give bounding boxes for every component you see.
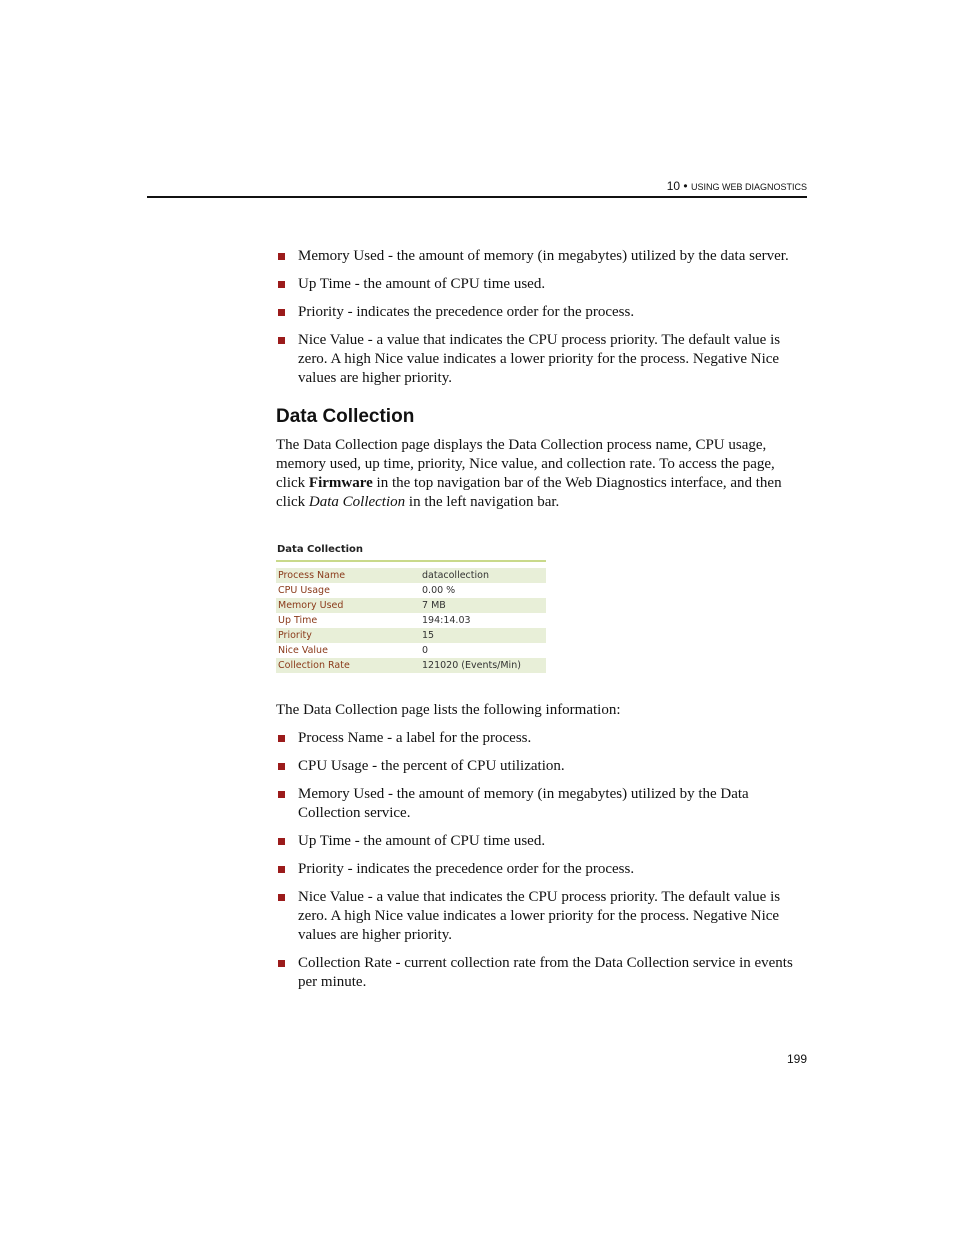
square-bullet-icon <box>278 253 285 260</box>
intro-paragraph: The Data Collection page displays the Data Collection process name, CPU usage, memory used, up time, priority, Nice value, and collection rate. To access the page, click Firmware in the top navigation bar of the Web Diagnostics interface, and then click Data Collection in the left navigation bar. <box>276 437 782 510</box>
list-item: Nice Value - a value that indicates the CPU process priority. The default value is zero. A high Nice value indicates a lower priority for the process. Negative Nice values are higher priority. <box>276 331 807 388</box>
square-bullet-icon <box>278 894 285 901</box>
running-header <box>667 179 807 193</box>
bottom-bullet-list-container <box>276 729 807 1001</box>
chapter-title: USING WEB DIAGNOSTICS <box>690 182 807 192</box>
list-item: Up Time - the amount of CPU time used. <box>276 275 807 294</box>
list-item: Nice Value - a value that indicates the CPU process priority. The default value is zero. A high Nice value indicates a lower priority for the process. Negative Nice values are higher priority. <box>276 888 807 945</box>
square-bullet-icon <box>278 866 285 873</box>
table-row: Process Name datacollection <box>276 568 546 583</box>
list-item: Collection Rate - current collection rate from the Data Collection service in events per minute. <box>276 954 807 992</box>
square-bullet-icon <box>278 337 285 344</box>
bottom-bullet-list <box>276 729 807 992</box>
square-bullet-icon <box>278 791 285 798</box>
table-row: Memory Used 7 MB <box>276 598 546 613</box>
list-item: CPU Usage - the percent of CPU utilization. <box>276 757 807 776</box>
page-number: 199 <box>786 1052 807 1066</box>
header-rule <box>147 196 807 198</box>
square-bullet-icon <box>278 735 285 742</box>
list-item: Memory Used - the amount of memory (in megabytes) utilized by the data server. <box>276 247 807 266</box>
list-intro: The Data Collection page lists the following information: <box>276 702 621 718</box>
list-item: Process Name - a label for the process. <box>276 729 807 748</box>
square-bullet-icon <box>278 281 285 288</box>
table-row: Collection Rate 121020 (Events/Min) <box>276 658 546 673</box>
table-row: Priority 15 <box>276 628 546 643</box>
chapter-number: 10 • <box>666 179 688 193</box>
list-item: Memory Used - the amount of memory (in megabytes) utilized by the Data Collection service. <box>276 785 807 823</box>
panel-rule <box>276 560 546 562</box>
table-row: CPU Usage 0.00 % <box>278 585 456 596</box>
top-bullet-list <box>276 247 807 388</box>
table-row: Up Time 194:14.03 <box>278 615 471 626</box>
list-item: Up Time - the amount of CPU time used. <box>276 832 807 851</box>
data-collection-term: Data Collection <box>308 494 406 510</box>
firmware-term: Firmware <box>308 475 373 491</box>
list-intro-container <box>276 701 807 720</box>
square-bullet-icon <box>278 763 285 770</box>
list-item: Priority - indicates the precedence order for the process. <box>276 860 807 879</box>
square-bullet-icon <box>278 960 285 967</box>
data-collection-table <box>276 568 546 673</box>
square-bullet-icon <box>278 838 285 845</box>
section-intro <box>276 436 807 512</box>
table-row: Nice Value 0 <box>278 645 429 656</box>
panel-title: Data Collection <box>277 544 364 555</box>
data-collection-screenshot <box>274 541 564 688</box>
section-title: Data Collection <box>276 406 415 427</box>
list-item: Priority - indicates the precedence order for the process. <box>276 303 807 322</box>
top-bullet-list-container <box>276 247 807 397</box>
square-bullet-icon <box>278 309 285 316</box>
